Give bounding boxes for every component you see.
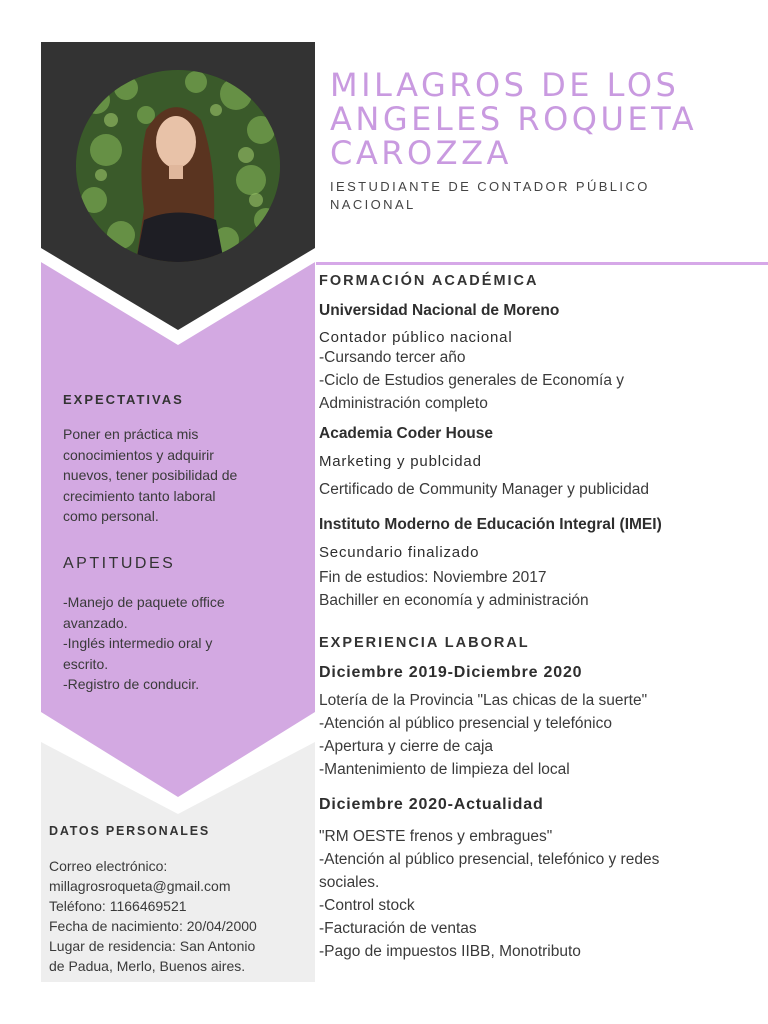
- title-line: IESTUDIANTE DE CONTADOR PÚBLICO: [330, 179, 650, 194]
- text-line: -Pago de impuestos IIBB, Monotributo: [319, 943, 581, 960]
- text-line: Administración completo: [319, 395, 488, 412]
- phone-text: Teléfono: 1166469521: [49, 898, 187, 914]
- job-period: Diciembre 2019-Diciembre 2020: [319, 664, 583, 681]
- degree-name: Marketing y publcidad: [319, 453, 482, 470]
- text-line: Correo electrónico:: [49, 858, 168, 874]
- job-details: [319, 689, 759, 781]
- text-line: crecimiento tanto laboral: [63, 487, 216, 504]
- profile-photo: [76, 70, 280, 262]
- text-line: -Atención al público presencial, telefónico y redes: [319, 851, 660, 868]
- aptitudes-text: [63, 592, 293, 695]
- expectativas-text: [63, 424, 293, 527]
- institution-name: Academia Coder House: [319, 425, 493, 442]
- text-line: escrito.: [63, 655, 109, 672]
- datos-heading: DATOS PERSONALES: [49, 824, 210, 838]
- text-line: -Ciclo de Estudios generales de Economía y: [319, 372, 624, 389]
- institution-name: Universidad Nacional de Moreno: [319, 302, 560, 319]
- text-line: -Facturación de ventas: [319, 920, 477, 937]
- text-line: conocimientos y adquirir: [63, 446, 214, 463]
- text-line: Bachiller en economía y administración: [319, 592, 589, 609]
- text-line: -Inglés intermedio oral y: [63, 635, 213, 651]
- text-line: Lotería de la Provincia "Las chicas de la suerte": [319, 692, 648, 709]
- formacion-heading: FORMACIÓN ACADÉMICA: [319, 273, 539, 289]
- header-divider: [316, 262, 768, 265]
- text-line: Fin de estudios: Noviembre 2017: [319, 569, 547, 586]
- job-period: Diciembre 2020-Actualidad: [319, 796, 544, 813]
- text-line: sociales.: [319, 874, 380, 891]
- job-details: [319, 825, 759, 963]
- datos-text: [49, 856, 311, 976]
- name-line: MILAGROS DE LOS: [330, 66, 680, 104]
- expectativas-heading: EXPECTATIVAS: [63, 392, 184, 407]
- email-text: millagrosroqueta@gmail.com: [49, 878, 231, 894]
- text-line: -Apertura y cierre de caja: [319, 738, 494, 755]
- text-line: Poner en práctica mis: [63, 426, 199, 442]
- text-line: Fecha de nacimiento: 20/04/2000: [49, 918, 257, 934]
- institution-name: Instituto Moderno de Educación Integral (IMEI): [319, 516, 662, 533]
- text-line: -Registro de conducir.: [63, 676, 200, 692]
- text-line: Lugar de residencia: San Antonio: [49, 938, 256, 954]
- text-line: de Padua, Merlo, Buenos aires.: [49, 958, 246, 974]
- degree-name: Contador público nacional: [319, 329, 513, 346]
- education-details: [319, 566, 759, 612]
- text-line: Certificado de Community Manager y publicidad: [319, 481, 649, 498]
- education-details: [319, 478, 759, 501]
- degree-name: Secundario finalizado: [319, 544, 480, 561]
- education-details: [319, 346, 759, 415]
- title-line: NACIONAL: [330, 197, 416, 212]
- experiencia-heading: EXPERIENCIA LABORAL: [319, 635, 530, 651]
- text-line: -Control stock: [319, 897, 415, 914]
- text-line: -Mantenimiento de limpieza del local: [319, 761, 570, 778]
- text-line: nuevos, tener posibilidad de: [63, 467, 238, 483]
- name-line: CAROZZA: [330, 134, 512, 172]
- text-line: como personal.: [63, 508, 159, 524]
- text-line: avanzado.: [63, 614, 128, 631]
- text-line: -Cursando tercer año: [319, 349, 466, 366]
- candidate-name: [330, 68, 760, 170]
- text-line: -Manejo de paquete office: [63, 594, 225, 610]
- name-line: ANGELES ROQUETA: [330, 100, 698, 138]
- candidate-title: [330, 178, 730, 214]
- text-line: -Atención al público presencial y telefónico: [319, 715, 612, 732]
- aptitudes-heading: APTITUDES: [63, 555, 176, 572]
- text-line: "RM OESTE frenos y embragues": [319, 828, 553, 845]
